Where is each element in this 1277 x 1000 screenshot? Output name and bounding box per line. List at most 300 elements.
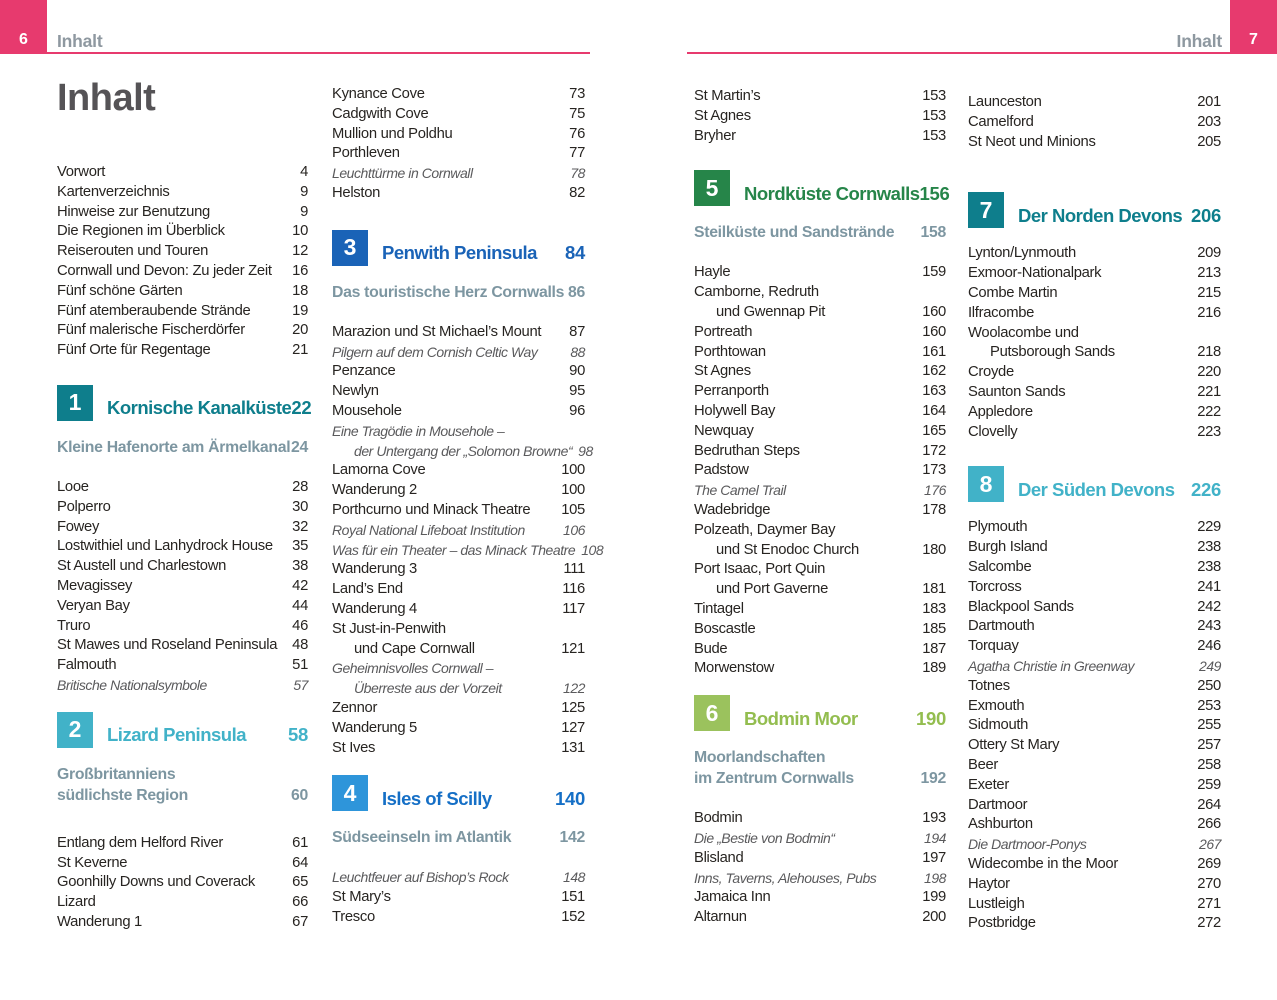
- toc-entry: [57, 498, 308, 518]
- toc-entry-page: 65: [292, 874, 308, 891]
- subsection-line: [694, 768, 946, 789]
- toc-entry: [694, 382, 946, 402]
- toc-entry: [694, 560, 946, 580]
- toc-entry-page: 216: [1197, 304, 1221, 321]
- toc-entry-label: Leuchtfeuer auf Bishop’s Rock: [332, 869, 509, 886]
- toc-list: [332, 85, 585, 204]
- toc-entry-label: Burgh Island: [968, 539, 1048, 556]
- toc-entry-page: 238: [1197, 539, 1221, 556]
- toc-entry: [332, 541, 604, 561]
- toc-entry: [968, 835, 1221, 855]
- toc-entry: [968, 363, 1221, 383]
- toc-entry-label: Ashburton: [968, 816, 1033, 833]
- toc-entry: [694, 461, 946, 481]
- toc-entry-label: und Port Gaverne: [716, 581, 829, 598]
- toc-entry-page: 88: [570, 343, 585, 360]
- toc-entry-page: 44: [292, 597, 308, 614]
- section-number-badge: 8: [968, 466, 1004, 502]
- section-title: Penwith Peninsula: [382, 242, 537, 264]
- toc-entry-page: 209: [1197, 245, 1221, 262]
- toc-entry-label: Tresco: [332, 908, 375, 925]
- toc-entry-page: 197: [922, 849, 946, 866]
- toc-entry: [332, 323, 585, 343]
- section-title: Isles of Scilly: [382, 787, 492, 809]
- toc-entry-label: St Ives: [332, 739, 376, 756]
- toc-entry-label: Clovelly: [968, 423, 1018, 440]
- toc-entry: [57, 478, 308, 498]
- toc-entry-page: 78: [570, 165, 585, 182]
- toc-entry: [968, 756, 1221, 776]
- toc-entry-label: Putsborough Sands: [990, 344, 1115, 361]
- toc-entry-label: Kynance Cove: [332, 86, 425, 102]
- toc-entry-label: Lynton/Lynmouth: [968, 245, 1076, 262]
- toc-entry: [332, 481, 585, 501]
- toc-entry-page: 151: [561, 889, 585, 906]
- toc-entry: [57, 183, 308, 203]
- section-title: Lizard Peninsula: [107, 724, 247, 746]
- toc-entry-label: Bude: [694, 640, 728, 657]
- section-number-badge: 1: [57, 385, 93, 421]
- subsection-line-label: Moorlandschaften: [694, 749, 826, 767]
- section-heading: [968, 192, 1221, 228]
- toc-entry-label: Mevagissey: [57, 577, 133, 594]
- toc-entry-label: Wanderung 3: [332, 561, 417, 578]
- toc-entry-label: Boscastle: [694, 620, 756, 637]
- toc-entry-page: 258: [1197, 756, 1221, 773]
- toc-entry: [968, 855, 1221, 875]
- toc-entry: [694, 501, 946, 521]
- toc-entry-page: 249: [1198, 657, 1221, 674]
- subsection-line: [694, 222, 946, 243]
- toc-entry-label: St Martin’s: [694, 88, 761, 104]
- toc-entry-label: Plymouth: [968, 519, 1028, 536]
- section-number-badge: 2: [57, 712, 93, 748]
- toc-column-1: [57, 75, 312, 933]
- section-heading: [57, 385, 312, 421]
- toc-entry: [332, 719, 585, 739]
- toc-entry-label: Torquay: [968, 638, 1019, 655]
- toc-entry-label: The Camel Trail: [694, 482, 786, 499]
- toc-entry-page: 96: [569, 402, 585, 419]
- toc-entry-label: Salcombe: [968, 558, 1032, 575]
- toc-entry-label: der Untergang der „Solomon Browne“: [354, 442, 573, 459]
- toc-entry-label: Porthcurno und Minack Theatre: [332, 501, 531, 518]
- toc-entry-page: 160: [922, 323, 946, 340]
- toc-entry-label: Jamaica Inn: [694, 889, 771, 906]
- toc-entry: [694, 422, 946, 442]
- toc-entry-page: 87: [569, 323, 585, 340]
- toc-entry: [694, 481, 946, 501]
- toc-entry: [332, 442, 593, 462]
- toc-entry: [57, 282, 308, 302]
- toc-entry-page: 229: [1197, 519, 1221, 536]
- toc-entry-label: Torcross: [968, 578, 1022, 595]
- subsection-line-label: Das touristische Herz Cornwalls: [332, 283, 565, 301]
- toc-entry: [332, 85, 585, 105]
- toc-entry: [694, 809, 946, 829]
- subsection-heading: [332, 282, 585, 303]
- toc-entry: [968, 776, 1221, 796]
- toc-entry: [968, 657, 1221, 677]
- section-page-number: 206: [1191, 204, 1221, 226]
- toc-entry-page: 4: [300, 164, 308, 180]
- toc-entry: [57, 617, 308, 637]
- toc-entry-label: Truro: [57, 617, 91, 634]
- toc-entry-label: Lizard: [57, 894, 96, 911]
- toc-list: [332, 868, 585, 927]
- toc-entry-label: Lamorna Cove: [332, 462, 426, 479]
- toc-entry-label: Was für ein Theater – das Minack Theatre: [332, 541, 576, 558]
- subsection-line: [57, 764, 308, 785]
- toc-entry: [694, 521, 946, 541]
- section-number-badge: 4: [332, 775, 368, 811]
- subsection-line-page: 192: [920, 770, 946, 788]
- toc-entry-page: 160: [922, 303, 946, 320]
- toc-entry-label: Fünf Orte für Regentage: [57, 342, 211, 359]
- section-title: Bodmin Moor: [744, 707, 858, 729]
- subsection-line: [332, 827, 585, 848]
- toc-entry: [332, 382, 585, 402]
- toc-entry: [332, 402, 585, 422]
- toc-entry-label: Perranporth: [694, 383, 769, 400]
- section-title: Nordküste Cornwalls: [744, 182, 920, 204]
- subsection-heading: [332, 827, 585, 848]
- subsection-line-label: Großbritanniens: [57, 765, 176, 783]
- toc-entry-page: 48: [292, 637, 308, 654]
- toc-entry: [57, 518, 308, 538]
- toc-entry-label: Geheimnisvolles Cornwall –: [332, 660, 494, 677]
- toc-entry: [57, 913, 308, 933]
- toc-entry-label: Britische Nationalsymbole: [57, 676, 207, 693]
- toc-list: [968, 244, 1221, 442]
- toc-entry-page: 215: [1197, 284, 1221, 301]
- header-rule-left: [47, 52, 590, 55]
- toc-entry: [968, 578, 1221, 598]
- toc-entry: [968, 796, 1221, 816]
- toc-entry: [332, 699, 585, 719]
- toc-list: [57, 834, 308, 933]
- toc-entry-page: 77: [569, 145, 585, 162]
- subsection-line: [57, 437, 308, 458]
- toc-entry-page: 117: [562, 600, 585, 617]
- toc-entry: [968, 324, 1221, 344]
- toc-entry: [694, 869, 946, 889]
- section-page-number: 156: [919, 182, 950, 204]
- toc-entry-page: 95: [569, 383, 585, 400]
- toc-entry-page: 28: [292, 478, 308, 495]
- subsection-heading: [57, 437, 308, 458]
- toc-entry-label: Reiserouten und Touren: [57, 243, 209, 260]
- toc-entry-page: 250: [1197, 677, 1221, 694]
- toc-list: [57, 478, 308, 696]
- toc-entry: [332, 521, 585, 541]
- toc-entry-label: St Neot und Minions: [968, 133, 1096, 150]
- toc-entry: [57, 262, 308, 282]
- section-page-number: 58: [288, 724, 308, 746]
- toc-entry: [332, 461, 585, 481]
- section-heading: [332, 230, 585, 266]
- toc-entry-page: 187: [922, 640, 946, 657]
- toc-entry: [968, 558, 1221, 578]
- subsection-line-page: 60: [291, 786, 308, 804]
- toc-entry: [968, 914, 1221, 934]
- toc-entry: [57, 302, 308, 322]
- toc-entry-page: 201: [1197, 94, 1221, 110]
- subsection-line-page: 158: [920, 224, 946, 242]
- toc-entry-label: Fünf malerische Fischerdörfer: [57, 322, 245, 339]
- toc-entry: [57, 636, 308, 656]
- toc-page-title: Inhalt: [57, 77, 156, 119]
- toc-entry-page: 76: [569, 125, 585, 142]
- toc-entry-label: Die Regionen im Überblick: [57, 223, 225, 240]
- toc-entry: [332, 679, 585, 699]
- toc-entry-label: Looe: [57, 478, 89, 495]
- subsection-line: [694, 747, 946, 768]
- toc-entry-label: Camelford: [968, 113, 1034, 130]
- toc-entry-label: St Keverne: [57, 854, 128, 871]
- toc-entry: [57, 242, 308, 262]
- toc-entry-label: und Cape Cornwall: [354, 640, 475, 657]
- toc-entry-label: Newlyn: [332, 383, 379, 400]
- toc-entry: [968, 617, 1221, 637]
- toc-entry: [968, 895, 1221, 915]
- toc-entry-label: St Agnes: [694, 107, 751, 124]
- toc-entry: [57, 873, 308, 893]
- toc-entry: [694, 107, 946, 127]
- toc-entry: [694, 888, 946, 908]
- toc-list: [332, 323, 604, 759]
- toc-list: [694, 809, 946, 928]
- toc-entry: [332, 659, 585, 679]
- toc-entry-page: 161: [922, 343, 946, 360]
- toc-entry-page: 32: [292, 518, 308, 535]
- toc-entry-page: 223: [1197, 423, 1221, 440]
- toc-entry-page: 64: [292, 854, 308, 871]
- toc-entry-label: Polzeath, Daymer Bay: [694, 521, 836, 538]
- toc-entry-page: 61: [292, 834, 308, 851]
- toc-entry-label: Launceston: [968, 94, 1042, 110]
- toc-entry-label: Totnes: [968, 677, 1010, 694]
- toc-entry-label: Exeter: [968, 776, 1009, 793]
- toc-entry-label: Fünf atemberaubende Strände: [57, 302, 251, 319]
- toc-entry: [968, 538, 1221, 558]
- page-number-box-left: [0, 0, 47, 54]
- toc-entry-page: 180: [922, 541, 946, 558]
- page-number-left: 6: [19, 31, 28, 48]
- section-page-number: 140: [555, 787, 585, 809]
- toc-list: [694, 87, 946, 146]
- toc-entry-page: 121: [561, 640, 585, 657]
- toc-entry: [694, 659, 946, 679]
- section-title: Kornische Kanalküste: [107, 397, 292, 419]
- toc-entry: [332, 184, 585, 204]
- toc-entry-page: 153: [922, 127, 946, 144]
- toc-entry: [57, 656, 308, 676]
- toc-entry-label: Penzance: [332, 363, 396, 380]
- header-rule-right: [687, 52, 1230, 55]
- toc-entry-page: 266: [1197, 816, 1221, 833]
- toc-entry-label: Blisland: [694, 849, 744, 866]
- toc-entry-page: 75: [569, 105, 585, 122]
- toc-entry-page: 246: [1197, 638, 1221, 655]
- toc-entry: [968, 403, 1221, 423]
- section-number-badge: 5: [694, 170, 730, 206]
- toc-entry-label: Mousehole: [332, 402, 402, 419]
- toc-entry: [694, 362, 946, 382]
- toc-list: [694, 263, 946, 679]
- toc-entry-page: 213: [1197, 265, 1221, 282]
- toc-column-4: [968, 75, 1221, 934]
- toc-entry: [332, 868, 585, 888]
- toc-entry-page: 116: [562, 581, 585, 598]
- toc-entry-label: Mullion und Poldhu: [332, 125, 453, 142]
- section-heading: [57, 712, 308, 748]
- toc-entry: [694, 127, 946, 147]
- toc-entry-page: 257: [1197, 737, 1221, 754]
- toc-entry: [694, 283, 946, 303]
- toc-column-2: [332, 75, 604, 928]
- toc-entry-page: 111: [563, 561, 585, 578]
- toc-entry: [968, 244, 1221, 264]
- toc-entry-label: Porthleven: [332, 145, 400, 162]
- toc-entry-label: Bedruthan Steps: [694, 442, 800, 459]
- subsection-line: [332, 282, 585, 303]
- toc-entry: [968, 875, 1221, 895]
- toc-entry: [968, 93, 1221, 113]
- toc-entry-page: 173: [922, 462, 946, 479]
- toc-entry-page: 90: [569, 363, 585, 380]
- toc-entry-label: Leuchttürme in Cornwall: [332, 165, 473, 182]
- section-number-badge: 6: [694, 695, 730, 731]
- toc-entry-page: 153: [922, 88, 946, 104]
- toc-list: [968, 518, 1221, 934]
- toc-entry: [57, 321, 308, 341]
- toc-entry: [968, 815, 1221, 835]
- toc-entry-page: 30: [292, 498, 308, 515]
- toc-entry-page: 253: [1197, 697, 1221, 714]
- toc-entry-page: 100: [561, 482, 585, 499]
- toc-entry: [694, 541, 946, 561]
- toc-entry: [968, 304, 1221, 324]
- toc-entry-page: 51: [292, 657, 308, 674]
- toc-entry: [694, 402, 946, 422]
- toc-entry-page: 9: [300, 183, 308, 200]
- toc-entry-label: Porthtowan: [694, 343, 766, 360]
- toc-entry-page: 100: [561, 462, 585, 479]
- toc-entry-page: 199: [922, 889, 946, 906]
- toc-entry-page: 185: [922, 620, 946, 637]
- toc-entry-page: 18: [292, 282, 308, 299]
- toc-entry: [968, 637, 1221, 657]
- toc-entry-label: Hinweise zur Benutzung: [57, 203, 210, 220]
- toc-entry-label: Dartmoor: [968, 796, 1028, 813]
- toc-entry: [694, 303, 946, 323]
- toc-entry-label: Inns, Taverns, Alehouses, Pubs: [694, 869, 877, 886]
- toc-entry-page: 66: [292, 894, 308, 911]
- toc-entry: [332, 888, 585, 908]
- subsection-heading: [694, 222, 946, 243]
- toc-entry-page: 42: [292, 577, 308, 594]
- toc-entry-page: 127: [561, 719, 585, 736]
- toc-entry-label: Entlang dem Helford River: [57, 834, 224, 851]
- toc-entry-label: Wanderung 4: [332, 600, 417, 617]
- subsection-line-label: Kleine Hafenorte am Ärmelkanal: [57, 438, 291, 456]
- toc-entry: [694, 620, 946, 640]
- toc-entry-page: 125: [561, 699, 585, 716]
- toc-entry-label: Wadebridge: [694, 501, 771, 518]
- toc-entry-label: Zennor: [332, 699, 378, 716]
- section-heading: [694, 695, 946, 731]
- toc-entry-page: 16: [292, 262, 308, 279]
- page-number-right: 7: [1249, 31, 1258, 48]
- toc-entry-page: 178: [922, 501, 946, 518]
- toc-entry-label: Bryher: [694, 127, 736, 144]
- toc-list: [968, 93, 1221, 152]
- toc-entry-label: St Just-in-Penwith: [332, 620, 446, 637]
- toc-entry-page: 10: [292, 223, 308, 240]
- toc-entry-page: 35: [292, 538, 308, 555]
- toc-entry-page: 9: [300, 203, 308, 220]
- subsection-line-page: 86: [568, 283, 585, 301]
- toc-entry-page: 241: [1197, 578, 1221, 595]
- toc-entry: [332, 105, 585, 125]
- toc-entry: [694, 829, 946, 849]
- toc-entry-label: Agatha Christie in Greenway: [968, 657, 1135, 674]
- toc-entry: [694, 600, 946, 620]
- toc-entry-label: Croyde: [968, 364, 1014, 381]
- toc-entry-page: 272: [1197, 915, 1221, 932]
- toc-entry-label: Land’s End: [332, 581, 403, 598]
- toc-entry: [332, 600, 585, 620]
- toc-entry-label: Newquay: [694, 422, 754, 439]
- section-title: Der Norden Devons: [1018, 204, 1183, 226]
- subsection-line-page: 24: [291, 438, 308, 456]
- section-heading: [968, 466, 1221, 502]
- toc-entry: [57, 557, 308, 577]
- toc-entry: [332, 560, 585, 580]
- section-page-number: 84: [565, 242, 585, 264]
- toc-column-3: [694, 75, 950, 928]
- toc-entry: [332, 640, 585, 660]
- toc-entry-page: 259: [1197, 776, 1221, 793]
- toc-entry-page: 269: [1197, 855, 1221, 872]
- toc-entry: [968, 598, 1221, 618]
- toc-entry-page: 267: [1198, 836, 1221, 853]
- toc-entry-page: 193: [922, 810, 946, 827]
- toc-entry-page: 221: [1197, 383, 1221, 400]
- toc-entry: [968, 284, 1221, 304]
- toc-entry-label: Exmoor-Nationalpark: [968, 265, 1102, 282]
- toc-entry-label: Polperro: [57, 498, 111, 515]
- toc-entry-label: Padstow: [694, 462, 749, 479]
- toc-entry-label: Pilgern auf dem Cornish Celtic Way: [332, 343, 538, 360]
- toc-entry: [57, 577, 308, 597]
- toc-list: [57, 163, 308, 361]
- toc-entry-page: 238: [1197, 558, 1221, 575]
- toc-entry-page: 176: [923, 482, 946, 499]
- toc-entry-label: Combe Martin: [968, 284, 1058, 301]
- toc-entry-label: Cornwall und Devon: Zu jeder Zeit: [57, 262, 272, 279]
- toc-entry-page: 131: [561, 739, 585, 756]
- toc-entry: [694, 908, 946, 928]
- toc-entry: [57, 893, 308, 913]
- toc-entry-page: 163: [922, 383, 946, 400]
- toc-entry: [332, 343, 585, 363]
- toc-entry-label: Wanderung 2: [332, 482, 417, 499]
- toc-entry-label: Fünf schöne Gärten: [57, 282, 183, 299]
- toc-entry-label: Postbridge: [968, 915, 1036, 932]
- toc-entry-page: 57: [293, 676, 308, 693]
